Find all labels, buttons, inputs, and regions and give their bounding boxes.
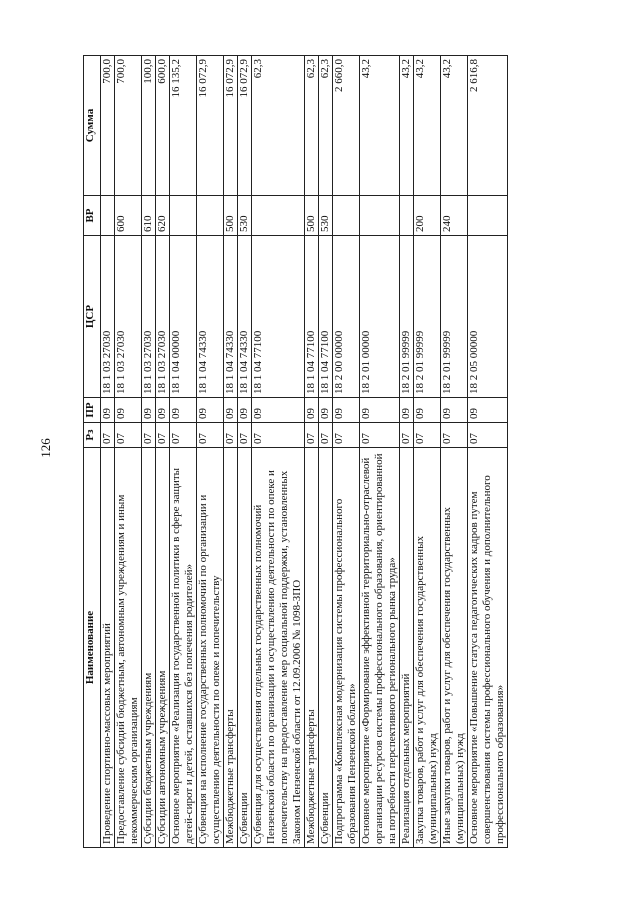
cell-pr: 09 — [441, 398, 468, 423]
cell-rz: 07 — [319, 423, 333, 448]
cell-name: Межбюджетные трансферты — [224, 448, 238, 848]
header-sum: Сумма — [84, 56, 101, 196]
table-row — [441, 56, 468, 848]
cell-pr: 09 — [156, 398, 170, 423]
cell-csr: 18 2 05 00000 — [468, 236, 508, 398]
cell-sum: 600,0 — [156, 56, 170, 196]
cell-name: Закупка товаров, работ и услуг для обеспечения государственных (муниципальных) нужд — [414, 448, 441, 848]
table-body — [101, 56, 508, 848]
cell-csr: 18 1 04 74330 — [224, 236, 238, 398]
cell-vr — [333, 196, 360, 236]
cell-name: Субвенции — [238, 448, 252, 848]
cell-vr: 530 — [238, 196, 252, 236]
cell-sum: 16 072,9 — [238, 56, 252, 196]
cell-rz: 07 — [400, 423, 414, 448]
cell-sum: 43,2 — [400, 56, 414, 196]
cell-sum: 62,3 — [305, 56, 319, 196]
cell-vr: 620 — [156, 196, 170, 236]
cell-pr: 09 — [414, 398, 441, 423]
table-row — [414, 56, 441, 848]
cell-sum: 16 072,9 — [224, 56, 238, 196]
table-row — [400, 56, 414, 848]
cell-vr — [101, 196, 115, 236]
table-row — [156, 56, 170, 848]
cell-name: Субвенции — [319, 448, 333, 848]
cell-name: Иные закупки товаров, работ и услуг для обеспечения государственных (муниципальных) нужд — [441, 448, 468, 848]
cell-name: Реализация отдельных мероприятий — [400, 448, 414, 848]
table-row — [142, 56, 156, 848]
header-name: Наименование — [84, 448, 101, 848]
cell-csr: 18 1 04 77100 — [319, 236, 333, 398]
cell-csr: 18 2 01 00000 — [360, 236, 400, 398]
cell-vr — [400, 196, 414, 236]
cell-vr: 200 — [414, 196, 441, 236]
cell-csr: 18 1 04 77100 — [305, 236, 319, 398]
cell-csr: 18 1 04 74330 — [197, 236, 224, 398]
cell-rz: 07 — [252, 423, 305, 448]
cell-name: Основное мероприятие «Повышение статуса педагогических кадров путем совершенствования системы профессионального обучения и дополнительного профессионального образования» — [468, 448, 508, 848]
table-row — [319, 56, 333, 848]
cell-csr: 18 2 01 99999 — [400, 236, 414, 398]
cell-vr: 600 — [115, 196, 142, 236]
cell-sum: 2 616,8 — [468, 56, 508, 196]
rotated-table-container — [83, 56, 588, 848]
cell-rz: 07 — [142, 423, 156, 448]
cell-rz: 07 — [170, 423, 197, 448]
header-pr: ПР — [84, 398, 101, 423]
cell-pr: 09 — [468, 398, 508, 423]
cell-csr: 18 1 03 27030 — [101, 236, 115, 398]
cell-pr: 09 — [115, 398, 142, 423]
table-row — [305, 56, 319, 848]
cell-pr: 09 — [238, 398, 252, 423]
cell-vr — [468, 196, 508, 236]
table-row — [333, 56, 360, 848]
cell-rz: 07 — [238, 423, 252, 448]
cell-csr: 18 2 01 99999 — [441, 236, 468, 398]
page-number: 126 — [38, 438, 53, 458]
table-row — [468, 56, 508, 848]
table-row — [115, 56, 142, 848]
cell-pr: 09 — [305, 398, 319, 423]
cell-sum: 700,0 — [101, 56, 115, 196]
header-csr: ЦСР — [84, 236, 101, 398]
cell-vr: 530 — [319, 196, 333, 236]
cell-pr: 09 — [252, 398, 305, 423]
budget-table — [83, 55, 508, 848]
cell-csr: 18 1 03 27030 — [142, 236, 156, 398]
cell-rz: 07 — [305, 423, 319, 448]
cell-csr: 18 2 01 99999 — [414, 236, 441, 398]
cell-pr: 09 — [170, 398, 197, 423]
cell-csr: 18 1 03 27030 — [115, 236, 142, 398]
cell-sum: 16 135,2 — [170, 56, 197, 196]
cell-rz: 07 — [224, 423, 238, 448]
cell-sum: 100,0 — [142, 56, 156, 196]
cell-pr: 09 — [400, 398, 414, 423]
cell-vr: 240 — [441, 196, 468, 236]
header-vr: ВР — [84, 196, 101, 236]
cell-pr: 09 — [319, 398, 333, 423]
cell-sum: 43,2 — [360, 56, 400, 196]
cell-vr — [360, 196, 400, 236]
cell-name: Подпрограмма «Комплексная модернизация системы профессионального образования Пензенской области» — [333, 448, 360, 848]
cell-name: Основное мероприятие «Реализация государственной политики в сфере защиты детей-сирот и детей, оставшихся без попечения родителей» — [170, 448, 197, 848]
cell-rz: 07 — [360, 423, 400, 448]
cell-csr: 18 1 04 74330 — [238, 236, 252, 398]
cell-vr — [197, 196, 224, 236]
cell-csr: 18 2 00 00000 — [333, 236, 360, 398]
cell-vr: 500 — [224, 196, 238, 236]
cell-pr: 09 — [360, 398, 400, 423]
table-row — [170, 56, 197, 848]
cell-name: Субсидии автономным учреждениям — [156, 448, 170, 848]
cell-name: Межбюджетные трансферты — [305, 448, 319, 848]
cell-sum: 43,2 — [441, 56, 468, 196]
cell-csr: 18 1 03 27030 — [156, 236, 170, 398]
cell-sum: 2 660,0 — [333, 56, 360, 196]
cell-sum: 62,3 — [252, 56, 305, 196]
cell-sum: 16 072,9 — [197, 56, 224, 196]
table-row — [224, 56, 238, 848]
cell-name: Проведение спортивно-массовых мероприятий — [101, 448, 115, 848]
table-header-row — [84, 56, 101, 848]
cell-rz: 07 — [468, 423, 508, 448]
cell-sum: 700,0 — [115, 56, 142, 196]
cell-rz: 07 — [441, 423, 468, 448]
cell-pr: 09 — [224, 398, 238, 423]
cell-rz: 07 — [156, 423, 170, 448]
cell-name: Субвенция для осуществления отдельных государственных полномочий Пензенской области по организации и осуществлению деятельности по опеке и попечительству на предоставление мер социальной поддержки, установленных Законом Пензенской области от 12.09.2006 № 1098-ЗПО — [252, 448, 305, 848]
cell-pr: 09 — [197, 398, 224, 423]
table-row — [197, 56, 224, 848]
cell-sum: 43,2 — [414, 56, 441, 196]
cell-rz: 07 — [115, 423, 142, 448]
cell-vr: 500 — [305, 196, 319, 236]
cell-sum: 62,3 — [319, 56, 333, 196]
cell-vr — [170, 196, 197, 236]
cell-vr — [252, 196, 305, 236]
header-rz: Рз — [84, 423, 101, 448]
cell-name: Основное мероприятие «Формирование эффективной территориально-отраслевой организации ресурсов системы профессионального образования, ориентированной на потребности перспективного регионального рынка труда» — [360, 448, 400, 848]
cell-name: Субсидии бюджетным учреждениям — [142, 448, 156, 848]
table-row — [101, 56, 115, 848]
cell-rz: 07 — [197, 423, 224, 448]
cell-pr: 09 — [333, 398, 360, 423]
table-row — [252, 56, 305, 848]
cell-name: Предоставление субсидий бюджетным, автономным учреждениям и иным некоммерческим организациям — [115, 448, 142, 848]
table-row — [360, 56, 400, 848]
cell-name: Субвенция на исполнение государственных полномочий по организации и осуществлению деятельности по опеке и попечительству — [197, 448, 224, 848]
cell-csr: 18 1 04 00000 — [170, 236, 197, 398]
cell-rz: 07 — [414, 423, 441, 448]
cell-rz: 07 — [101, 423, 115, 448]
rotated-page-area — [83, 56, 588, 848]
table-row — [238, 56, 252, 848]
cell-csr: 18 1 04 77100 — [252, 236, 305, 398]
cell-rz: 07 — [333, 423, 360, 448]
cell-pr: 09 — [101, 398, 115, 423]
cell-vr: 610 — [142, 196, 156, 236]
cell-pr: 09 — [142, 398, 156, 423]
